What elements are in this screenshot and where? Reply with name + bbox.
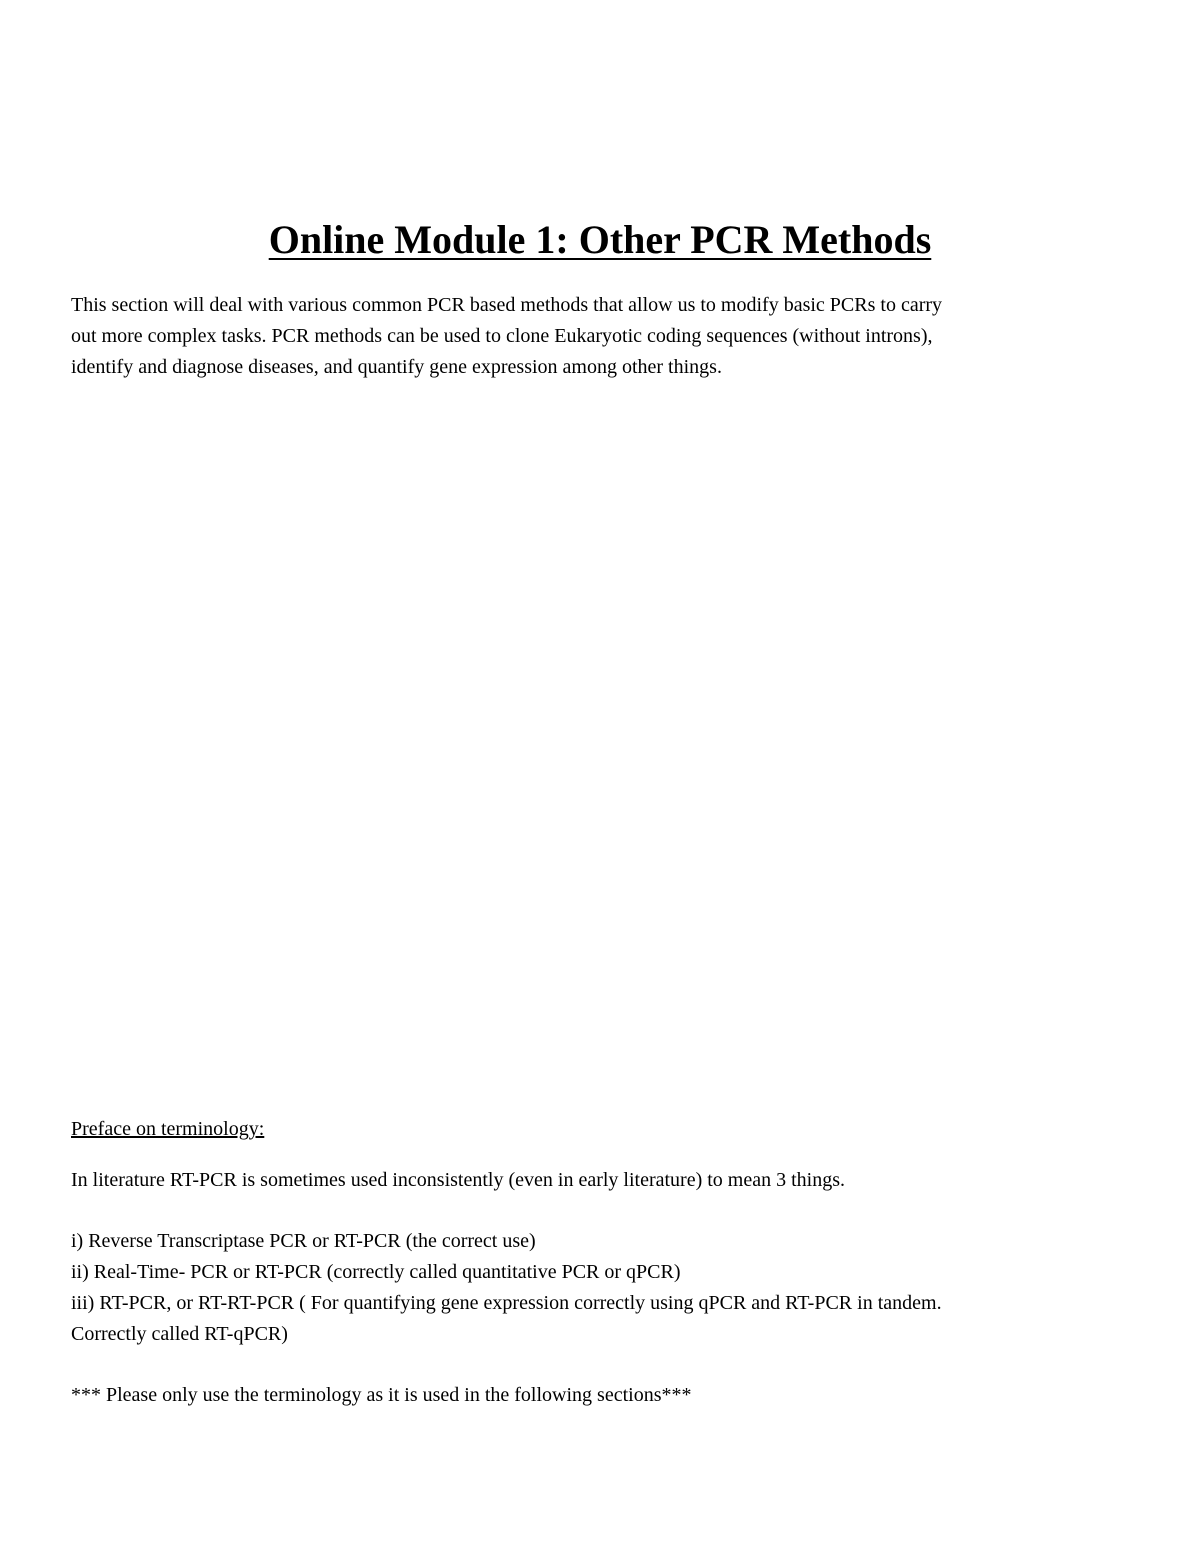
terminology-item: ii) Real-Time- PCR or RT-PCR (correctly called quantitative PCR or qPCR) (71, 1261, 681, 1283)
preface-heading: Preface on terminology: (71, 1118, 265, 1140)
terminology-item-continued: Correctly called RT-qPCR) (71, 1323, 288, 1345)
terminology-note: *** Please only use the terminology as it is used in the following sections*** (71, 1384, 692, 1406)
page-title: Online Module 1: Other PCR Methods (268, 217, 932, 262)
intro-line: identify and diagnose diseases, and quantify gene expression among other things. (71, 356, 722, 378)
terminology-item: i) Reverse Transcriptase PCR or RT-PCR (the correct use) (71, 1230, 536, 1252)
intro-line: This section will deal with various common PCR based methods that allow us to modify basic PCRs to carry (71, 294, 943, 316)
terminology-list (71, 1226, 1151, 1350)
preface-intro: In literature RT-PCR is sometimes used inconsistently (even in early literature) to mean 3 things. (71, 1169, 846, 1191)
intro-paragraph (71, 290, 1131, 383)
intro-line: out more complex tasks. PCR methods can be used to clone Eukaryotic coding sequences (without introns), (71, 325, 933, 347)
terminology-item: iii) RT-PCR, or RT-RT-PCR ( For quantifying gene expression correctly using qPCR and RT-PCR in tandem. (71, 1292, 942, 1314)
